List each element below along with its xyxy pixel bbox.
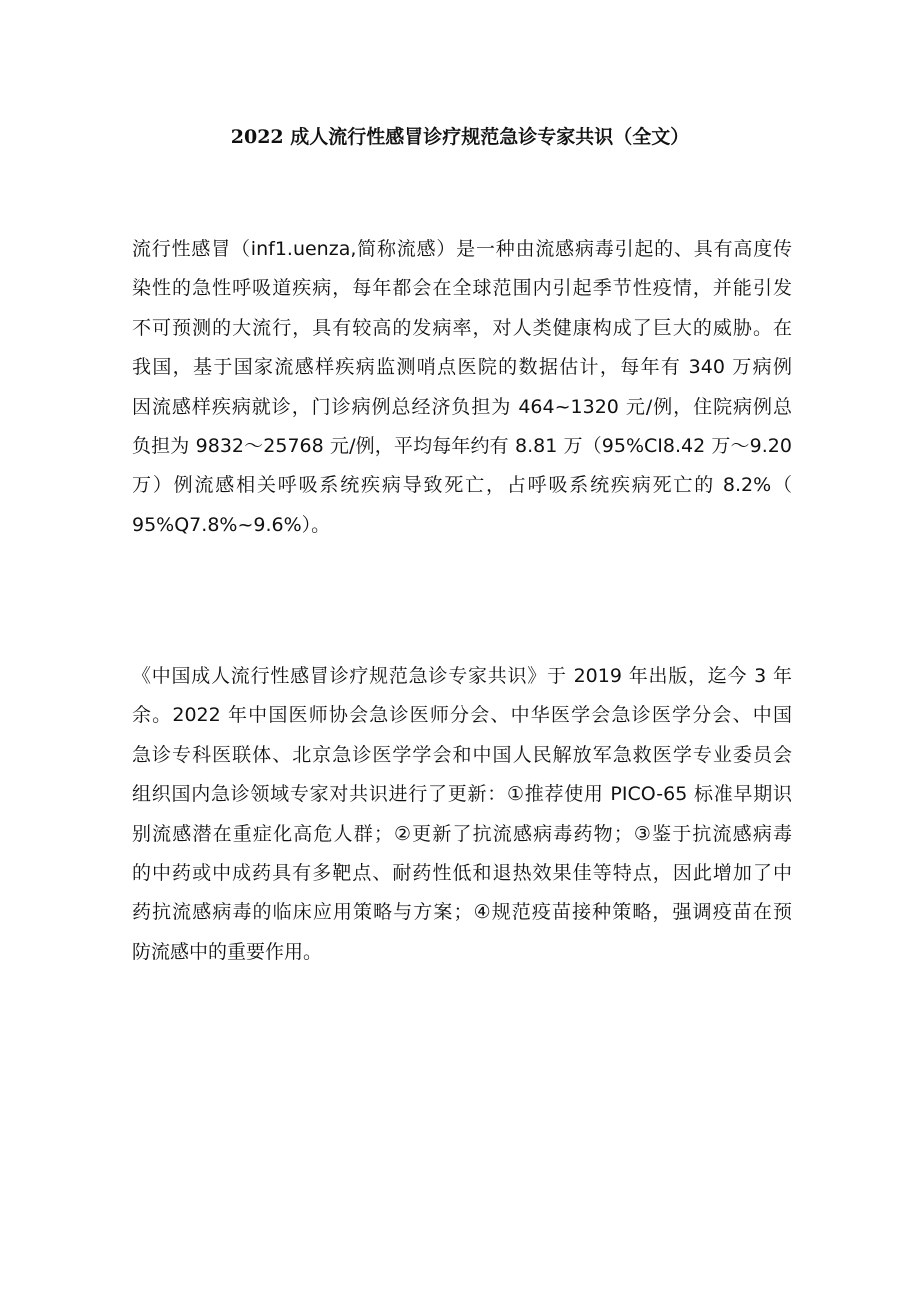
- paragraph-line: 因流感样疾病就诊，门诊病例总经济负担为 464~1320 元/例，住院病例总: [132, 395, 792, 418]
- paragraph-line: 《中国成人流行性感冒诊疗规范急诊专家共识》于 2019 年出版，迄今 3 年: [132, 665, 792, 687]
- paragraph-consensus-update: [132, 657, 792, 972]
- paragraph-line: 不可预测的大流行，具有较高的发病率，对人类健康构成了巨大的威胁。在: [132, 316, 792, 339]
- document-title: 2022 成人流行性感冒诊疗规范急诊专家共识（全文）: [230, 126, 690, 148]
- paragraph-line: 药抗流感病毒的临床应用策略与方案；④规范疫苗接种策略，强调疫苗在预: [132, 901, 792, 924]
- paragraph-line: 万）例流感相关呼吸系统疾病导致死亡，占呼吸系统疾病死亡的 8.2%（: [132, 474, 792, 497]
- paragraph-influenza-overview: [132, 230, 792, 545]
- paragraph-line: 防流感中的重要作用。: [132, 940, 323, 963]
- paragraph-line: 负担为 9832～25768 元/例，平均每年约有 8.81 万（95%CI8.42 万～9.20: [132, 434, 792, 457]
- paragraph-line: 余。2022 年中国医师协会急诊医师分会、中华医学会急诊医学分会、中国: [132, 704, 792, 727]
- paragraph-line: 别流感潜在重症化高危人群；②更新了抗流感病毒药物；③鉴于抗流感病毒: [132, 822, 792, 845]
- paragraph-line: 染性的急性呼吸道疾病，每年都会在全球范围内引起季节性疫情，并能引发: [132, 277, 792, 300]
- paragraph-line: 我国，基于国家流感样疾病监测哨点医院的数据估计，每年有 340 万病例: [132, 356, 792, 379]
- paragraph-line: 组织国内急诊领域专家对共识进行了更新：①推荐使用 PICO-65 标准早期识: [132, 783, 792, 806]
- paragraph-line: 95%Q7.8%~9.6%）。: [132, 513, 331, 536]
- paragraph-line: 急诊专科医联体、北京急诊医学学会和中国人民解放军急救医学专业委员会: [132, 743, 792, 766]
- paragraph-line: 的中药或中成药具有多靶点、耐药性低和退热效果佳等特点，因此增加了中: [132, 861, 792, 884]
- paragraph-line: 流行性感冒（inf1.uenza,简称流感）是一种由流感病毒引起的、具有高度传: [132, 238, 792, 260]
